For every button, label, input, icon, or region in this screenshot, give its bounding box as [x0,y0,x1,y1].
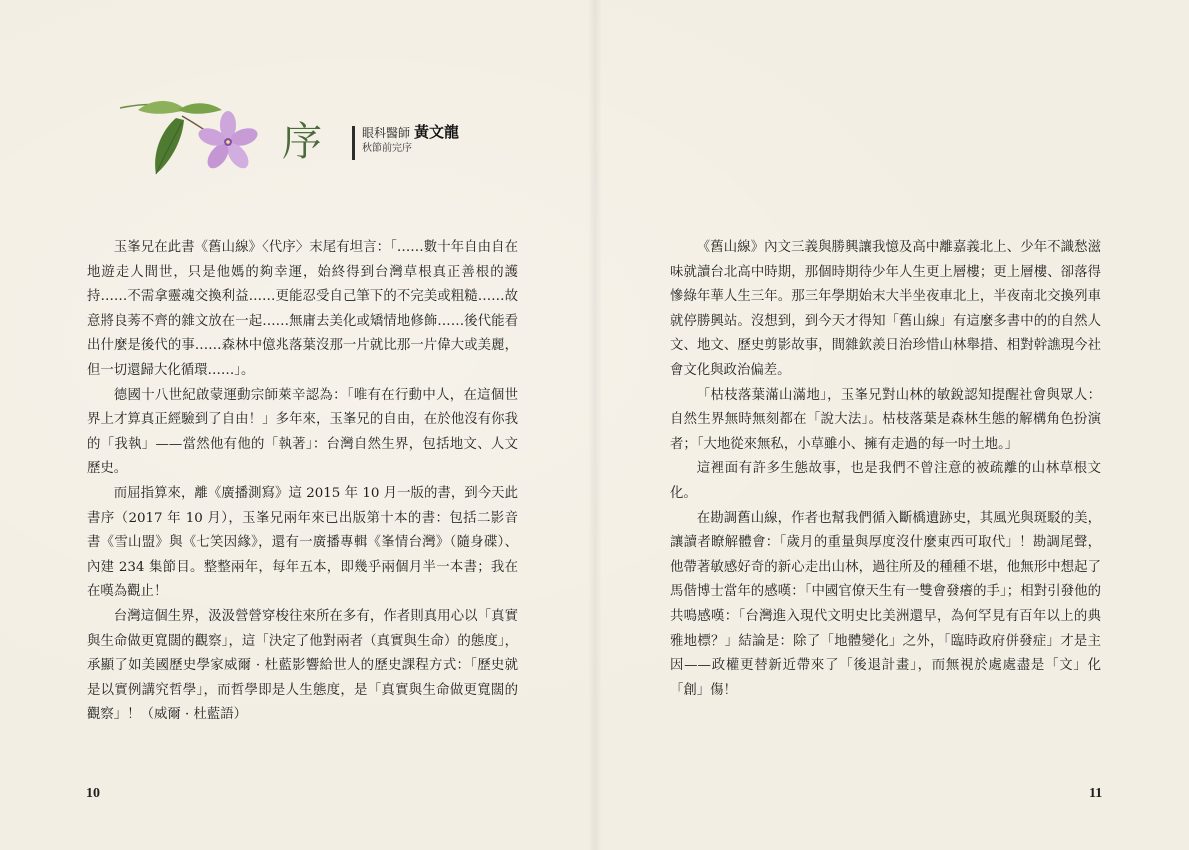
paragraph: 《舊山線》內文三義與勝興讓我憶及高中離嘉義北上、少年不識愁滋味就讀台北高中時期，那個時期待少年人生更上層樓；更上層樓、卻落得慘綠年華人生三年。那三年學期始末大半坐夜車北上，半夜南北交換列車就停勝興站。沒想到，到今天才得知「舊山線」有這麼多書中的的自然人文、地文、歷史剪影故事，間雜欽羨日治珍惜山林舉措、相對幹譙現今社會文化與政治偏差。 [670,240,1101,378]
author-note: 秋節前完序 [362,143,412,154]
paragraph: 在勘調舊山線，作者也幫我們循入斷橋遺跡史，其風光與斑駁的美，讓讀者瞭解體會：「歲月的重量與厚度沒什麼東西可取代」！勘調尾聲，他帶著敏感好奇的新心走出山林，過往所及的種種不堪，他無形中想起了馬偕博士當年的感嘆：「中國官僚天生有一雙會發癢的手」；相對引發他的共鳴感嘆：「台灣進入現代文明史比美洲還早，為何罕見有百年以上的典雅地標？」結論是：除了「地體變化」之外，「臨時政府併發症」才是主因——政權更替新近帶來了「後退計畫」，而無視於處處盡是「文」化「創」傷！ [670,510,1101,698]
right-body-text [670,236,1101,703]
left-body-text [87,236,518,728]
paragraph: 德國十八世紀啟蒙運動宗師萊辛認為：「唯有在行動中人，在這個世界上才算真正經驗到了自由！」多年來，玉峯兄的自由，在於他沒有你我的「我執」——當然他有他的「執著」：台灣自然生界，包括地文、人文歷史。 [87,387,518,477]
page-number-left: 10 [86,786,100,801]
author-block [362,124,459,157]
page-number-right: 11 [1089,786,1103,801]
right-page [595,0,1189,850]
author-name: 黃文龍 [414,123,460,141]
left-page [0,0,594,850]
author-role: 眼科醫師 [362,126,411,140]
paragraph: 玉峯兄在此書《舊山線》〈代序〉末尾有坦言：「……數十年自由自在地遊走人間世，只是他媽的夠幸運，始終得到台灣草根真正善根的護持……不需拿靈魂交換利益……更能忍受自己筆下的不完美或粗糙……故意將良莠不齊的雜文放在一起……無庸去美化或矯情地修飾……後代能看出什麼是後代的事……森林中億兆落葉沒那一片就比那一片偉大或美麗，但一切還歸大化循環……」。 [87,240,518,378]
paragraph: 台灣這個生界，汲汲營營穿梭往來所在多有，作者則真用心以「真實與生命做更寬闊的觀察」，這「決定了他對兩者（真實與生命）的態度」，承顯了如美國歷史學家威爾 · 杜藍影響給世人的歷史課程方式：「歷史就是以實例講究哲學」，而哲學即是人生態度，是「真實與生命做更寬闊的觀察」！（威爾 · 杜藍語） [87,608,518,723]
title-divider [352,126,355,160]
paragraph: 這裡面有許多生態故事，也是我們不曾注意的被疏離的山林草根文化。 [670,461,1101,501]
paragraph: 「枯枝落葉滿山滿地」，玉峯兄對山林的敏銳認知提醒社會與眾人：自然生界無時無刻都在「說大法」。枯枝落葉是森林生態的解構角色扮演者；「大地從來無私，小草雖小、擁有走過的每一吋土地。」 [670,387,1101,452]
purple-flower-with-leaves-icon [118,96,263,182]
preface-title: 序 [282,119,322,165]
paragraph: 而屈指算來，離《廣播測寫》這 2015 年 10 月一版的書，到今天此書序（2017 年 10 月），玉峯兄兩年來已出版第十本的書：包括二影音書《雪山盟》與《七笑因緣》，還有一廣播專輯《峯情台灣》（隨身碟）、內建 234 集節目。整整兩年，每年五本，即幾乎兩個月半一本書；我在在嘆為觀止！ [87,485,518,600]
